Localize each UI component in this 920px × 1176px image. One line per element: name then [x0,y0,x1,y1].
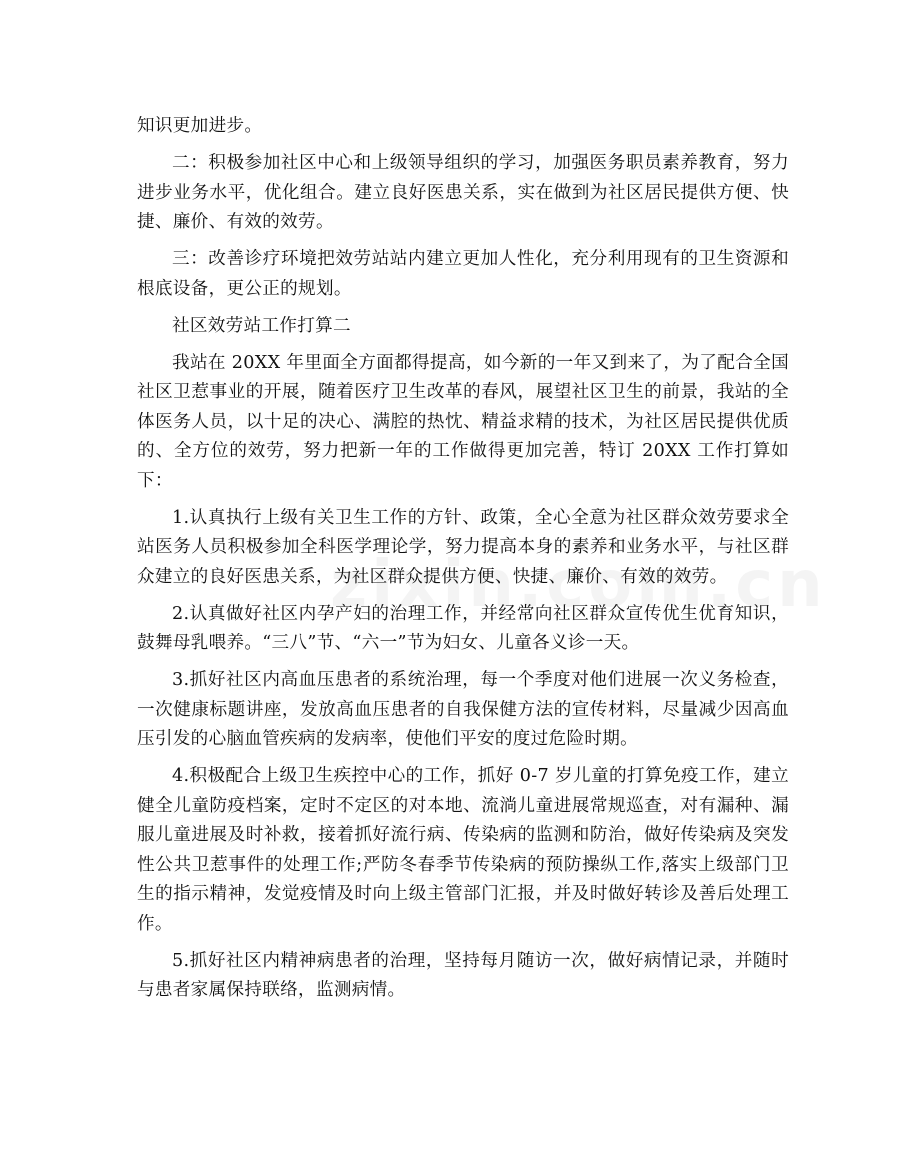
paragraph-point-4: 4.积极配合上级卫生疾控中心的工作，抓好 0-7 岁儿童的打算免疫工作，建立健全儿童防疫档案，定时不定区的对本地、流淌儿童进展常规巡查，对有漏种、漏服儿童进展及时补救，接着抓好流行病、传染病的监测和防治，做好传染病及突发性公共卫惹事件的处理工作;严防冬春季节传染病的预防操纵工作,落实上级部门卫生的指示精神，发觉疫情及时向上级主管部门汇报，并及时做好转诊及善后处理工作。 [137,766,789,934]
paragraph-point-2: 2.认真做好社区内孕产妇的治理工作，并经常向社区群众宣传优生优育知识，鼓舞母乳喂养。“三八”节、“六一”节为妇女、儿童各义诊一天。 [137,603,789,653]
paragraph-continuation: 知识更加进步。 [137,116,263,136]
paragraph-point-1: 1.认真执行上级有关卫生工作的方针、政策，全心全意为社区群众效劳要求全站医务人员积极参加全科医学理论学，努力提高本身的素养和业务水平，与社区群众建立的良好医患关系，为社区群众提供方便、快捷、廉价、有效的效劳。 [137,507,789,587]
paragraph-point-5: 5.抓好社区内精神病患者的治理，坚持每月随访一次，做好病情记录，并随时与患者家属保持联络，监测病情。 [137,950,789,1000]
paragraph-intro: 我站在 20XX 年里面全方面都得提高，如今新的一年又到来了，为了配合全国社区卫惹事业的开展，随着医疗卫生改革的春风，展望社区卫生的前景，我站的全体医务人员，以十足的决心、满腔的热忱、精益求精的技术，为社区居民提供优质的、全方位的效劳，努力把新一年的工作做得更加完善，特订 20XX 工作打算如下： [137,352,789,491]
paragraph-point-3: 3.抓好社区内高血压患者的系统治理，每一个季度对他们进展一次义务检查，一次健康标题讲座，发放高血压患者的自我保健方法的宣传材料，尽量减少因高血压引发的心脑血管疾病的发病率，使他们平安的度过危险时期。 [137,670,789,749]
document-body [137,112,789,1013]
paragraph-item-three: 三：改善诊疗环境把效劳站站内建立更加人性化，充分利用现有的卫生资源和根底设备，更公正的规划。 [137,249,789,299]
section-heading: 社区效劳站工作打算二 [172,315,351,336]
paragraph-item-two: 二：积极参加社区中心和上级领导组织的学习，加强医务职员素养教育，努力进步业务水平，优化组合。建立良好医患关系，实在做到为社区居民提供方便、快捷、廉价、有效的效劳。 [137,153,789,232]
